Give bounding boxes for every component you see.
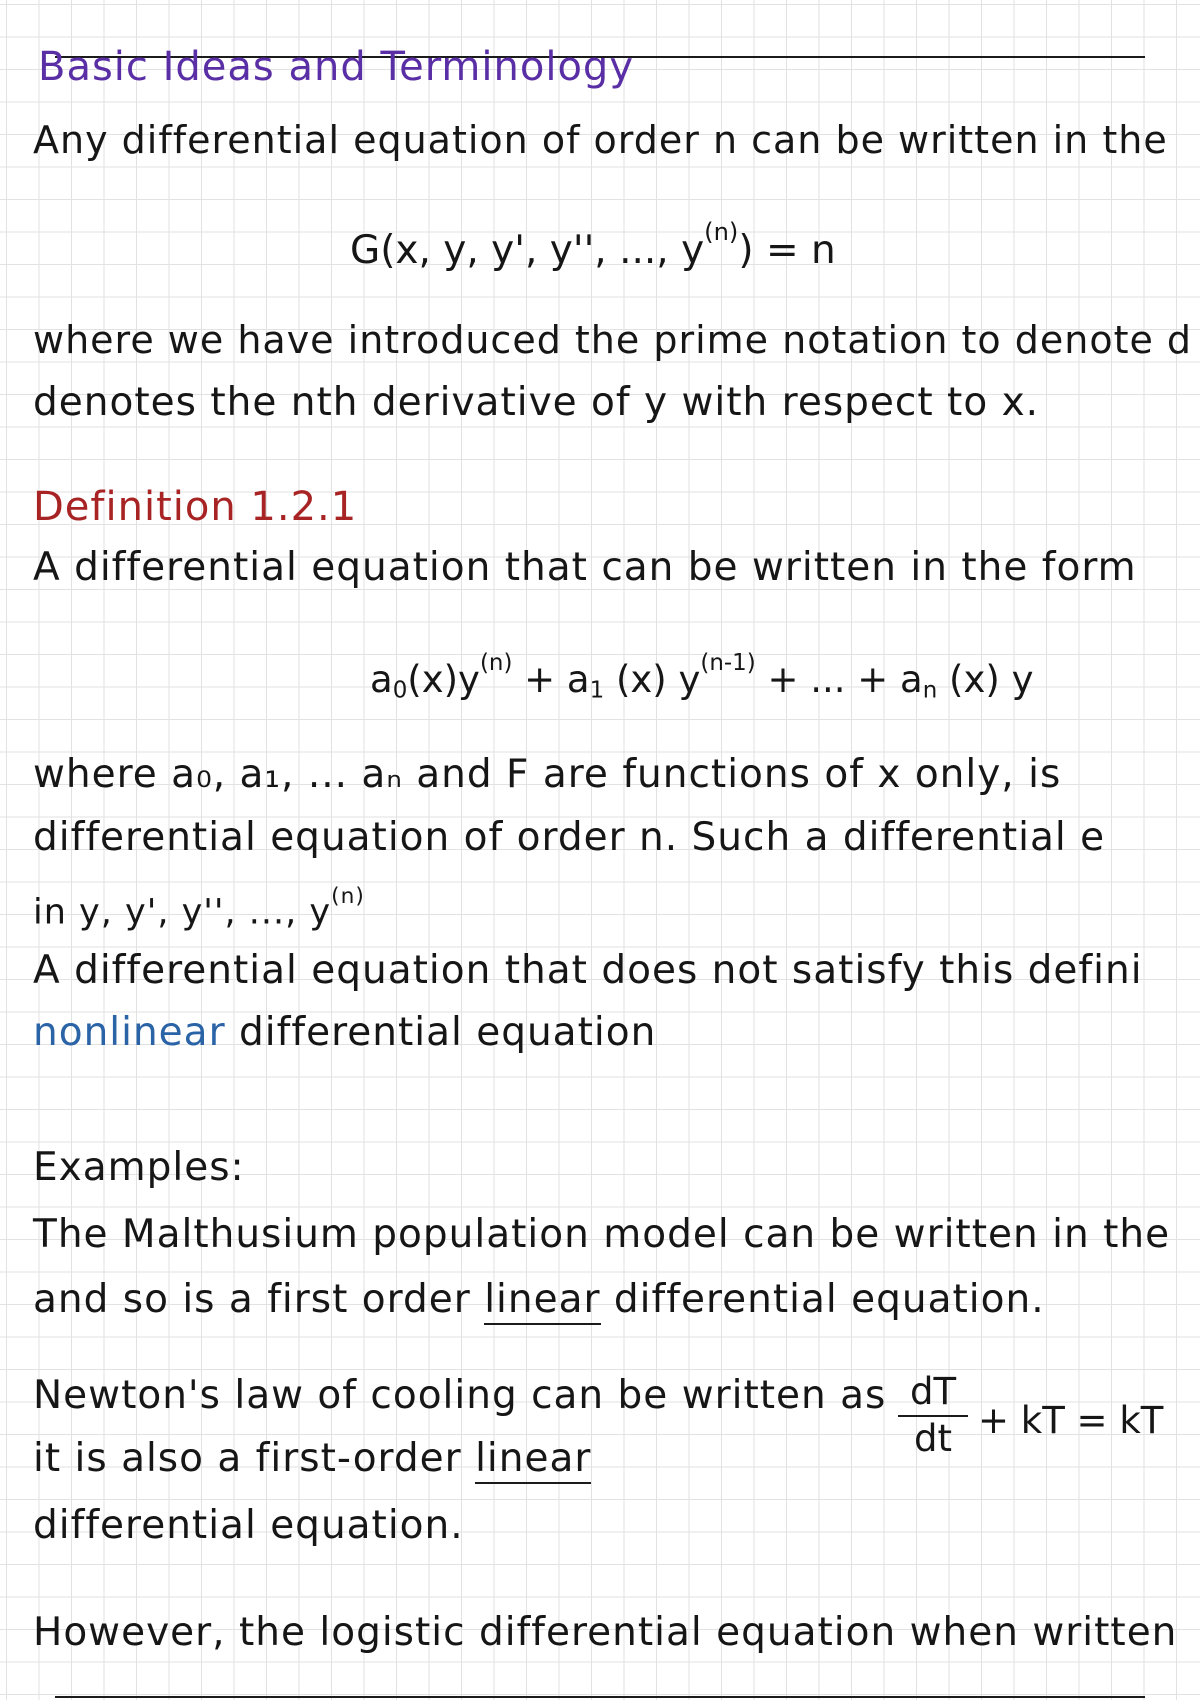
linear-term-1-sup: (n) [479,650,513,676]
linear-term-2-body: (x) y [604,657,701,701]
nonlinear-line-2 [33,1010,656,1055]
malthus-line-2-end: differential equation. [600,1277,1045,1322]
nonlinear-line-1: A differential equation that does not satisfy this defini [33,948,1143,993]
general-form-equation [350,218,836,273]
malthus-linear-word: linear [484,1277,600,1325]
linear-plus-2: + ... + [755,657,901,701]
newton-linear-word: linear [475,1436,591,1484]
newton-fraction-denominator: dt [914,1416,952,1460]
nonlinear-keyword: nonlinear [33,1010,226,1055]
definition-line: A differential equation that can be written in the form [33,545,1137,590]
nonlinear-rest: differential equation [225,1010,657,1055]
linear-term-1-coef: a [370,657,393,701]
linear-term-2-sup: (n-1) [700,650,756,676]
malthus-line-2-start: and so is a first order [33,1277,485,1322]
linear-plus-1: + [512,657,567,701]
examples-title: Examples: [33,1145,245,1190]
linear-term-3-coef: a [900,657,923,701]
where-line-3-text: in y, y', y'', ..., y [33,892,332,933]
newton-formula-rest: + kT = kT [978,1399,1164,1442]
where-line-2: differential equation of order n. Such a differential e [33,815,1106,860]
where-line-3 [33,884,365,933]
bottom-rule [55,1696,1145,1698]
linear-term-1-body: (x)y [407,657,480,701]
prime-notation-line-2: denotes the nth derivative of y with respect to x. [33,380,1040,425]
newton-fraction [898,1370,968,1460]
intro-line: Any differential equation of order n can be written in the [33,118,1168,162]
newton-line-3: differential equation. [33,1503,464,1548]
linear-term-3-body: (x) y [937,657,1034,701]
linear-term-3-sub: n [922,677,938,704]
malthus-line-1: The Malthusium population model can be written in the [33,1212,1171,1257]
logistic-line: However, the logistic differential equation when written [33,1610,1178,1655]
newton-line-2 [33,1436,591,1481]
newton-line-1: Newton's law of cooling can be written as [33,1373,887,1418]
malthus-line-2 [33,1277,1045,1322]
definition-title: Definition 1.2.1 [33,484,358,530]
general-form-prefix: G(x, y, y', y'', ..., y [350,227,705,273]
general-form-suffix: ) = n [738,227,836,273]
linear-term-2-sub: 1 [589,677,605,704]
general-form-superscript: (n) [704,218,739,246]
linear-form-equation [370,650,1033,704]
linear-term-2-coef: a [566,657,590,701]
linear-term-1-sub: 0 [392,677,408,704]
newton-fraction-numerator: dT [909,1370,957,1413]
newton-line-2-start: it is also a first-order [33,1436,476,1481]
where-line-1: where a₀, a₁, ... aₙ and F are functions of x only, is [33,752,1062,797]
prime-notation-line-1: where we have introduced the prime notation to denote d [33,318,1193,362]
section-heading: Basic Ideas and Terminology [38,44,634,90]
where-line-3-sup: (n) [331,884,365,909]
